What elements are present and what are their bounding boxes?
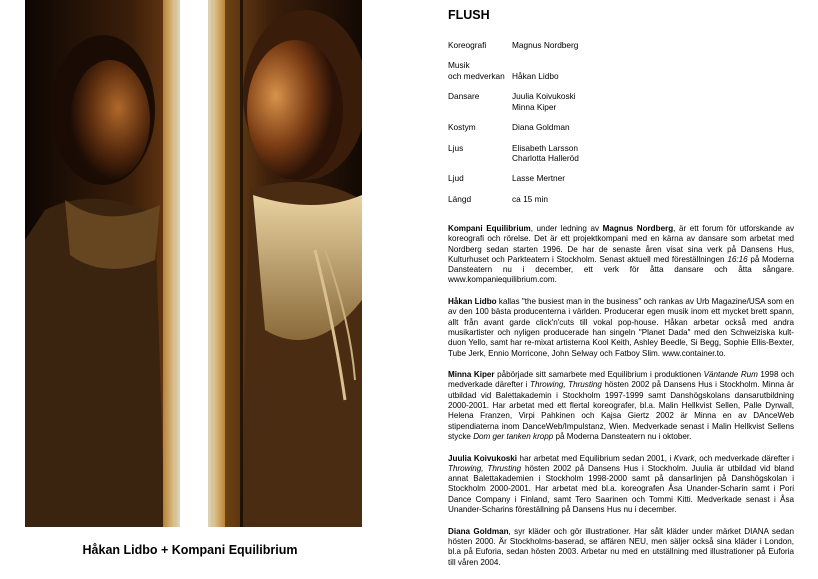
credit-role-line: Kostym [448, 122, 476, 133]
bio-work-title: Throwing, Thrusting [530, 380, 602, 390]
credit-role-line: Dansare [448, 91, 480, 102]
biographies [448, 224, 794, 579]
bio-text: kallas "the busiest man in the business" och rankas av Urb Magazine/USA som en av den 100 bästa producenterna i världen. Producerar egen musik inom ett mycket brett spann, allt från avant garde click'n'cuts till vokal pop-house. Håkan arbetar också med andra musikartister och nyligen producerade han singeln "Planet Dada" med den Schweiziska kult-duon Yello, samt har re-mixat artisterna Kool Keith, Ashley Beedle, Si Begg, Sophie Ellis-Bexter, Tube Jerk, Ennio Morricone, John Selway och Fatboy Slim. www.container.to. [448, 297, 794, 358]
credit-role [448, 173, 512, 183]
bio-text: 1998 och medverkade därefter i [448, 370, 795, 390]
credit-name: Juulia Koivukoski [512, 91, 576, 102]
bio-name: Magnus Nordberg [602, 224, 674, 233]
credit-names [512, 143, 579, 164]
credit-row [448, 194, 579, 204]
credit-role [448, 40, 512, 50]
performance-photo [25, 0, 362, 527]
bio-text: på Moderna Dansteatern nu i oktober. [553, 431, 692, 441]
credit-role [448, 122, 512, 132]
credit-row [448, 143, 579, 164]
credit-names [512, 122, 570, 132]
credit-names [512, 60, 559, 81]
credit-name: Minna Kiper [512, 101, 557, 112]
credit-role [448, 91, 512, 112]
credit-role [448, 143, 512, 164]
credit-role-line: Musik [448, 60, 470, 71]
bio-name: Kompani Equilibrium [448, 224, 531, 233]
photo-caption: Håkan Lidbo + Kompani Equilibrium [82, 543, 298, 557]
bio-name: Diana Goldman [448, 526, 509, 536]
bio-work-title: Dom ger tanken kropp [473, 431, 554, 441]
credit-row [448, 173, 579, 183]
credits-list [448, 40, 579, 214]
bio-work-title: 16:16 [727, 254, 748, 264]
credit-names [512, 173, 565, 183]
credit-row [448, 91, 579, 112]
credit-row [448, 40, 579, 50]
bio-work-title: Throwing, Thrusting [448, 463, 522, 473]
credit-name: ca 15 min [512, 193, 548, 204]
credit-role-line: Längd [448, 193, 472, 204]
bio-text: , under ledning av [530, 224, 603, 233]
bio-text: , är ett forum för utforskande av koreografi och rörelse. Det är ett projektkompani med en kärna av dansare som arbetat med Nordberg sedan starten 1996. De har de senaste åren visat sina verk på Dansens Hus, Kulturhuset och Parkteatern i Stockholm. Senast aktuell med föreställningen [448, 224, 794, 264]
bio-paragraph [448, 454, 794, 516]
bio-text: hösten 2002 på Dansens Hus i Stockholm. Juulia är utbildad vid bland annat Balettakademien i Stockholm 1998-2000 samt på dansarlinjen på Danshögskolan i Stockholm 2000-2001. Har arbetat med bl.a. koreografen Åsa Unander-Scharin samt i Pori Dance Company i Finland, samt Tero Saarinen och Tommi Kitti. Medverkade senast i Åsa Unander-Scharins föreställning på Dansens Hus nu i december. [448, 463, 794, 515]
credit-names [512, 194, 548, 204]
credit-name: Elisabeth Larsson [512, 142, 578, 153]
bio-name: Minna Kiper [448, 370, 495, 380]
bio-name: Juulia Koivukoski [448, 453, 518, 463]
credit-names [512, 91, 576, 112]
credit-row [448, 122, 579, 132]
credit-role [448, 60, 512, 81]
bio-work-title: Kvark [673, 453, 695, 463]
credit-role-line: Ljud [448, 173, 464, 184]
credit-role [448, 194, 512, 204]
credit-name: Lasse Mertner [512, 173, 566, 184]
credit-role-line: och medverkan [448, 70, 505, 81]
bio-paragraph [448, 224, 794, 286]
bio-text: , syr kläder och gör illustrationer. Har sålt kläder under märket DIANA sedan hösten 2000. Är Stockholms-baserad, se affären NEU, men säljer också sina kläder i London, bl.a på Euforia, sedan hösten 2003. Arbetar nu med en utställning med illustrationer på Euforia till våren 2004. [448, 526, 794, 567]
credit-role-line: Koreografi [448, 40, 487, 50]
credit-name: Diana Goldman [512, 122, 570, 133]
bio-text: på Moderna Dansteatern nu i december, ett verk för åtta dansare och åtta sångare. www.kompaniequilibrium.com. [448, 254, 795, 285]
bio-text: , och medverkade därefter i [694, 453, 794, 463]
bio-paragraph [448, 297, 794, 359]
page-title: FLUSH [448, 8, 490, 22]
bio-paragraph [448, 527, 794, 568]
bio-work-title: Väntande Rum [703, 370, 758, 380]
bio-paragraph [448, 370, 794, 442]
credit-role-line: Ljus [448, 142, 464, 153]
bio-text: hösten 2002 på Dansens Hus i Stockholm. Minna är utbildad vid Balettakademin i Stockholm 1997-1999 samt Danshögskolans dansarutbildning 2000-2001. Har arbetat med ett flertal koreografer, bl.a. Malin Hellkvist Sellen, Palle Dyrwall, Helena Franzen, Virpi Pahkinen och Kajsa Giertz 2002 är Minna en av DAnceWeb stipendiaterna inom DanceWeb/Impulstanz, Wien. Medverkade senast i Malin Hellkvist Sellens stycke [448, 380, 794, 441]
bio-text: har arbetat med Equilibrium sedan 2001, i [517, 453, 674, 463]
credit-name: Magnus Nordberg [512, 40, 579, 50]
bio-name: Håkan Lidbo [448, 297, 497, 307]
credit-name: Håkan Lidbo [512, 70, 559, 81]
credit-names [512, 40, 578, 50]
credit-name: Charlotta Halleröd [512, 152, 579, 163]
credit-row [448, 60, 579, 81]
bio-text: påbörjade sitt samarbete med Equilibrium i produktionen [494, 370, 704, 380]
